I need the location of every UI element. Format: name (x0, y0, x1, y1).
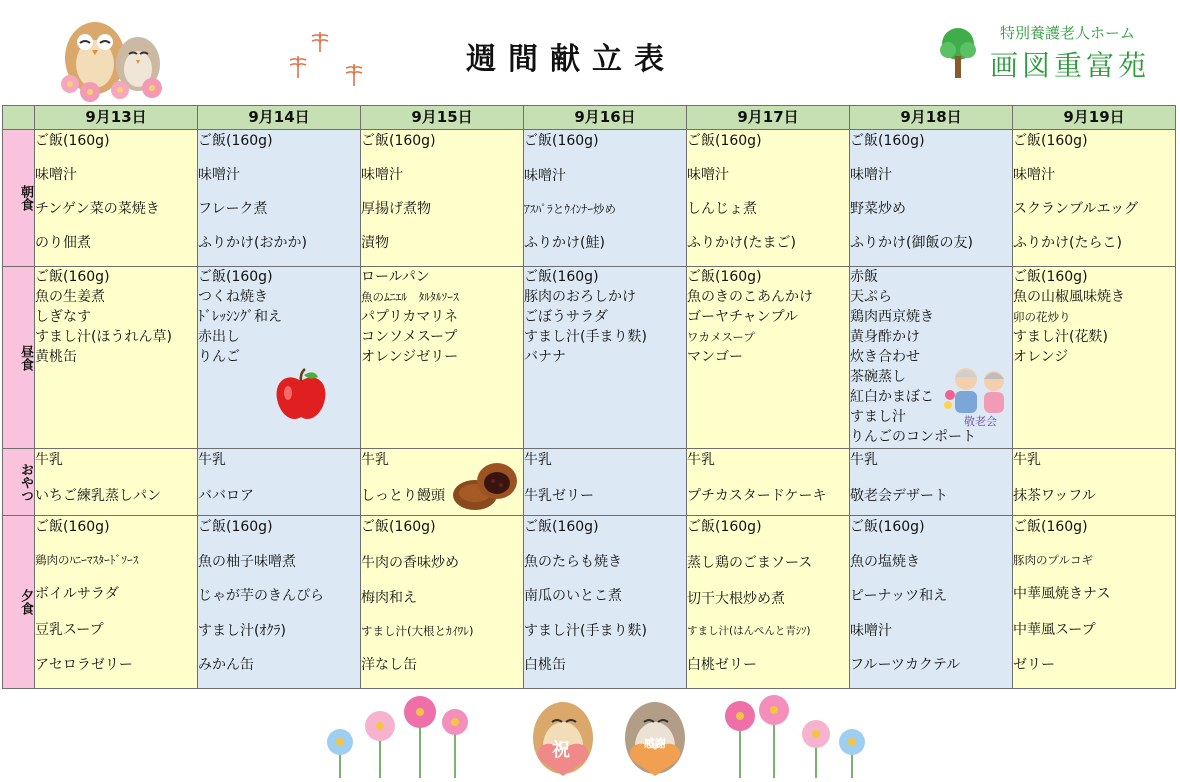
facility-type: 特別養護老人ホーム (1000, 24, 1136, 42)
elderly-couple-icon (942, 363, 1013, 415)
weekly-menu-table (2, 105, 1176, 689)
owl-badge-left: 祝 (552, 740, 570, 761)
meal-label-breakfast: 朝食 (3, 130, 35, 267)
date-header: 9月14日 (198, 106, 361, 130)
date-header: 9月18日 (850, 106, 1013, 130)
meal-label-dinner: 夕食 (3, 516, 35, 689)
cosmos-flowers-left (310, 690, 480, 782)
menu-cell: ご飯(160g) 味噌汁 ｱｽﾊﾟﾗとｳｲﾝﾅｰ炒め ふりかけ(鮭) (524, 130, 687, 267)
menu-cell: ロールパン 魚のﾑﾆｴﾙ ﾀﾙﾀﾙｿｰｽ パプリカマリネ コンソメスープ オレンジゼリー (361, 267, 524, 449)
date-header: 9月15日 (361, 106, 524, 130)
menu-cell: 牛乳 いちご練乳蒸しパン (35, 449, 198, 516)
table-corner (3, 106, 35, 130)
menu-cell: ご飯(160g) 魚の柚子味噌煮 じゃが芋のきんぴら すまし汁(ｵｸﾗ) みかん缶 (198, 516, 361, 689)
date-header: 9月19日 (1013, 106, 1176, 130)
menu-cell: 牛乳 敬老会デザート (850, 449, 1013, 516)
dragonfly-icon (282, 26, 377, 95)
cosmos-flower-icon (712, 690, 882, 778)
keirokai-label: 敬老会 (964, 415, 997, 428)
elderly-couple-illustration (942, 363, 1013, 429)
menu-cell: 牛乳 牛乳ゼリー (524, 449, 687, 516)
menu-cell: ご飯(160g) 鶏肉のﾊﾆｰﾏｽﾀｰﾄﾞｿｰｽ ボイルサラダ 豆乳スープ アセロラゼリー (35, 516, 198, 689)
owl-pair-footer (518, 692, 700, 782)
menu-cell: 牛乳 しっとり饅頭 (361, 449, 524, 516)
menu-cell: ご飯(160g) 味噌汁 チンゲン菜の菜焼き のり佃煮 (35, 130, 198, 267)
cosmos-flowers-right (712, 690, 882, 782)
menu-cell: ご飯(160g) 味噌汁 しんじょ煮 ふりかけ(たまご) (687, 130, 850, 267)
owl-pair-icon (50, 6, 175, 108)
date-header: 9月16日 (524, 106, 687, 130)
date-header: 9月17日 (687, 106, 850, 130)
menu-cell: ご飯(160g) 魚の生姜煮 しぎなす すまし汁(ほうれん草) 黄桃缶 (35, 267, 198, 449)
menu-cell: ご飯(160g) 味噌汁 厚揚げ煮物 漬物 (361, 130, 524, 267)
menu-cell: ご飯(160g) 魚のたらも焼き 南瓜のいとこ煮 すまし汁(手まり麩) 白桃缶 (524, 516, 687, 689)
menu-cell: ご飯(160g) 魚の塩焼き ピーナッツ和え 味噌汁 フルーツカクテル (850, 516, 1013, 689)
menu-cell: 赤飯 天ぷら 鶏肉西京焼き 黄身酢かけ 炊き合わせ 茶碗蒸し 紅白かまぼこ すまし汁 りんごのコンポート 敬老会 (850, 267, 1013, 449)
tree-logo-icon (936, 26, 980, 82)
apple-icon (274, 367, 328, 423)
menu-cell: ご飯(160g) 魚の山椒風味焼き 卯の花炒り すまし汁(花麩) オレンジ (1013, 267, 1176, 449)
meal-label-snack: おやつ (3, 449, 35, 516)
page-title: 週間献立表 (466, 42, 676, 77)
manju-icon (451, 457, 519, 513)
menu-cell: ご飯(160g) 豚肉のプルコギ 中華風焼きナス 中華風スープ ゼリー (1013, 516, 1176, 689)
cosmos-flower-icon (310, 690, 480, 778)
menu-cell: ご飯(160g) つくね焼き ﾄﾞﾚｯｼﾝｸﾞ和え 赤出し りんご (198, 267, 361, 449)
menu-cell: 牛乳 プチカスタードケーキ (687, 449, 850, 516)
menu-cell: 牛乳 抹茶ワッフル (1013, 449, 1176, 516)
menu-cell: ご飯(160g) 味噌汁 スクランブルエッグ ふりかけ(たらこ) (1013, 130, 1176, 267)
menu-cell: ご飯(160g) 牛肉の香味炒め 梅肉和え すまし汁(大根とｶｲﾜﾚ) 洋なし缶 (361, 516, 524, 689)
menu-cell: ご飯(160g) 豚肉のおろしかけ ごぼうサラダ すまし汁(手まり麩) バナナ (524, 267, 687, 449)
facility-name: 画図重富苑 (990, 49, 1151, 82)
menu-cell: ご飯(160g) 魚のきのこあんかけ ゴーヤチャンプル ワカメスープ マンゴー (687, 267, 850, 449)
menu-cell: ご飯(160g) 蒸し鶏のごまソース 切干大根炒め煮 すまし汁(はんぺんと青ｼｿ) 白桃ゼリー (687, 516, 850, 689)
menu-cell: ご飯(160g) 味噌汁 野菜炒め ふりかけ(御飯の友) (850, 130, 1013, 267)
meal-label-lunch: 昼食 (3, 267, 35, 449)
facility-logo (936, 20, 1176, 80)
menu-cell: ご飯(160g) 味噌汁 フレーク煮 ふりかけ(おかか) (198, 130, 361, 267)
owl-badge-right: 感謝 (644, 737, 666, 750)
date-header: 9月13日 (35, 106, 198, 130)
menu-cell: 牛乳 ババロア (198, 449, 361, 516)
